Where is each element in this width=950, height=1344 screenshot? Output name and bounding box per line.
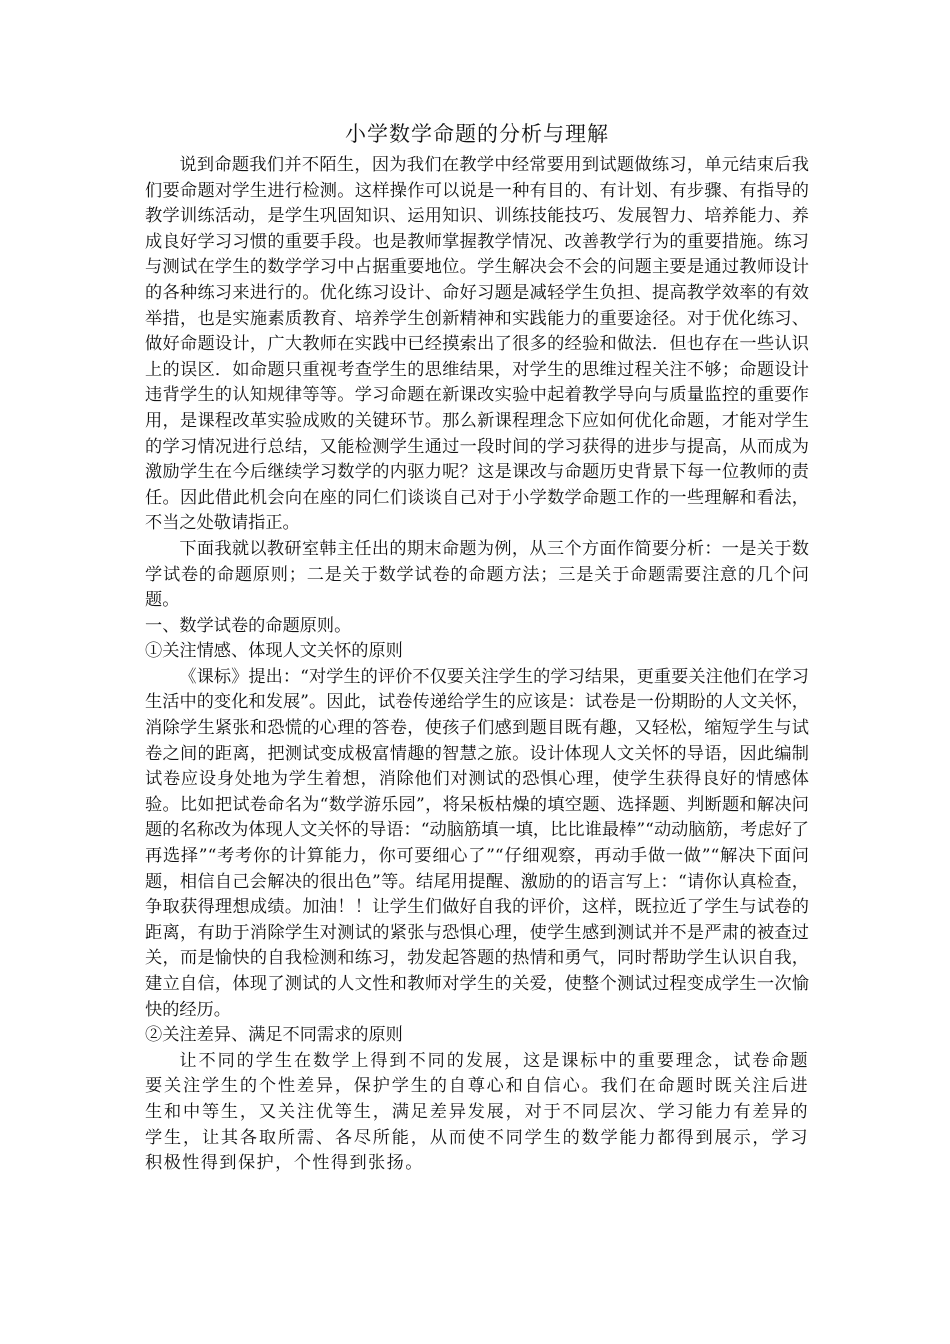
paragraph-humanistic-care: 《课标》提出：“对学生的评价不仅要关注学生的学习结果，更重要关注他们在学习生活中的变化和发展”。因此，试卷传递给学生的应该是：试卷是一份期盼的人文关怀，消除学生紧张和恐慌的心理的答卷，使孩子们感到题目既有趣，又轻松，缩短学生与试卷之间的距离，把测试变成极富情趣的智慧之旅。设计体现人文关怀的导语，因此编制试卷应设身处地为学生着想，消除他们对测试的恐惧心理，使学生获得良好的情感体验。比如把试卷命名为“数学游乐园”，将呆板枯燥的填空题、选择题、判断题和解决问题的名称改为体现人文关怀的导语：“动脑筋填一填，比比谁最棒”“动动脑筋，考虑好了再选择”“考考你的计算能力，你可要细心了”“仔细观察，再动手做一做”“解决下面问题，相信自己会解决的很出色”等。结尾用提醒、激励的的语言写上：“请你认真检查，争取获得理想成绩。加油！！让学生们做好自我的评价，这样，既拉近了学生与试卷的距离，有助于消除学生对测试的紧张与恐惧心理，使学生感到测试并不是严肃的被查过关，而是愉快的自我检测和练习，勃发起答题的热情和勇气，同时帮助学生认识自我，建立自信，体现了测试的人文性和教师对学生的关爱，使整个测试过程变成学生一次愉快的经历。 — [145, 666, 809, 1020]
paragraph-overview: 下面我就以教研室韩主任出的期末命题为例，从三个方面作简要分析：一是关于数学试卷的命题原则；二是关于数学试卷的命题方法；三是关于命题需要注意的几个问题。 — [145, 538, 809, 611]
subheading-differences: ②关注差异、满足不同需求的原则 — [145, 1025, 403, 1046]
section-heading-principles: 一、数学试卷的命题原则。 — [145, 615, 352, 636]
paragraph-differences: 让不同的学生在数学上得到不同的发展，这是课标中的重要理念，试卷命题要关注学生的个性差异，保护学生的自尊心和自信心。我们在命题时既关注后进生和中等生，又关注优等生，满足差异发展，对于不同层次、学习能力有差异的学生，让其各取所需、各尽所能，从而使不同学生的数学能力都得到展示，学习积极性得到保护，个性得到张扬。 — [145, 1050, 809, 1174]
document-title: 小学数学命题的分析与理解 — [345, 122, 609, 146]
paragraph-intro: 说到命题我们并不陌生，因为我们在教学中经常要用到试题做练习，单元结束后我们要命题对学生进行检测。这样操作可以说是一种有目的、有计划、有步骤、有指导的教学训练活动，是学生巩固知识、运用知识、训练技能技巧、发展智力、培养能力、养成良好学习习惯的重要手段。也是教师掌握教学情况、改善教学行为的重要措施。练习与测试在学生的数学学习中占据重要地位。学生解决会不会的问题主要是通过教师设计的各种练习来进行的。优化练习设计、命好习题是减轻学生负担、提高教学效率的有效举措，也是实施素质教育、培养学生创新精神和实践能力的重要途径。对于优化练习、做好命题设计，广大教师在实践中已经摸索出了很多的经验和做法．但也存在一些认识上的误区．如命题只重视考查学生的思维结果，对学生的思维过程关注不够；命题设计违背学生的认知规律等等。学习命题在新课改实验中起着教学导向与质量监控的重要作用，是课程改革实验成败的关键环节。那么新课程理念下应如何优化命题，才能对学生的学习情况进行总结，又能检测学生通过一段时间的学习获得的进步与提高，从而成为激励学生在今后继续学习数学的内驱力呢？这是课改与命题历史背景下每一位教师的责任。因此借此机会向在座的同仁们谈谈自己对于小学数学命题工作的一些理解和看法，不当之处敬请指正。 — [145, 155, 809, 534]
subheading-humanistic-care: ①关注情感、体现人文关怀的原则 — [145, 641, 403, 662]
document-body — [145, 119, 809, 1177]
